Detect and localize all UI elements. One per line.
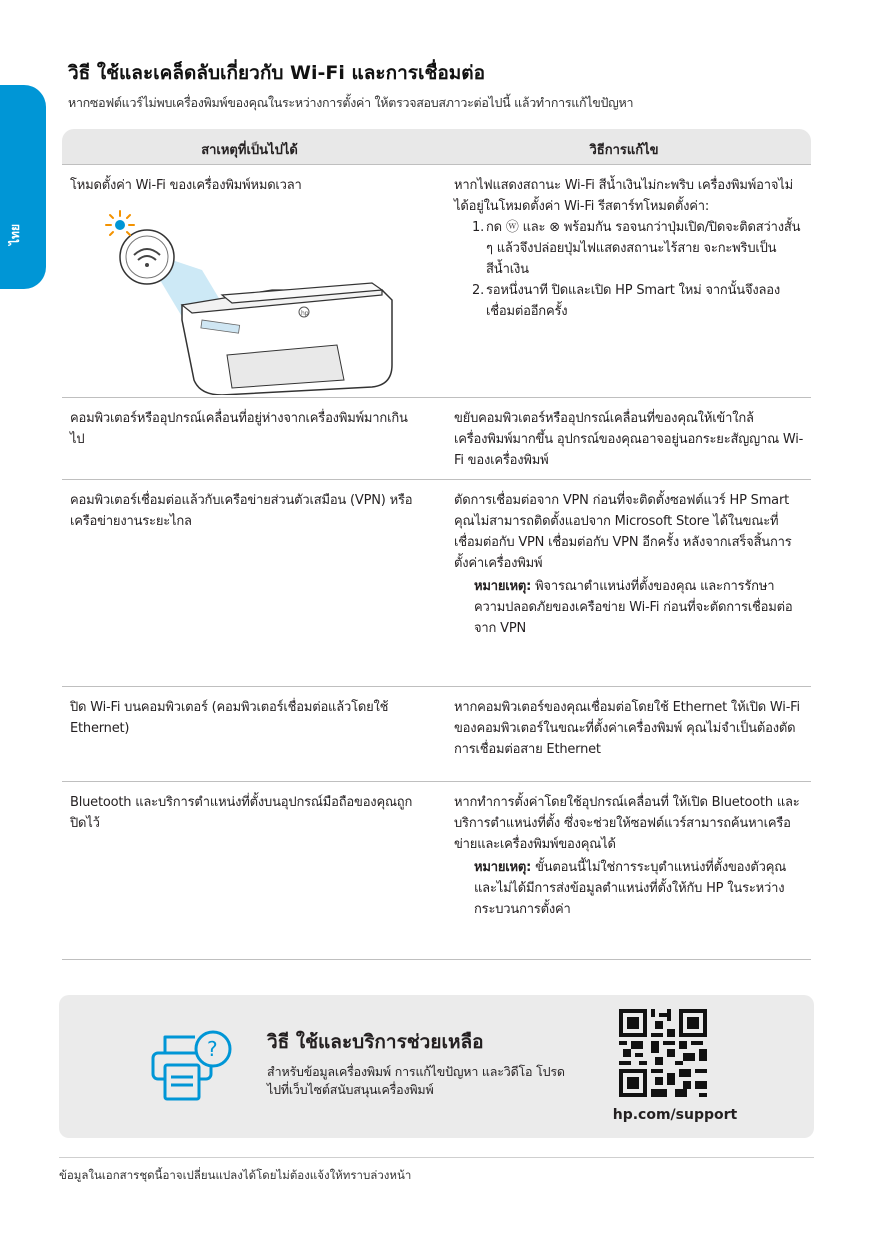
note-label: หมายเหตุ: (474, 860, 532, 875)
note-label: หมายเหตุ: (474, 579, 532, 594)
troubleshooting-table (62, 129, 811, 917)
solution-cell (454, 175, 804, 322)
page-subtitle: หากซอฟต์แวร์ไม่พบเครื่องพิมพ์ของคุณในระหว่างการตั้งค่า ให้ตรวจสอบสภาวะต่อไปนี้ แล้วทำการแก้ไขปัญหา (68, 95, 634, 110)
printer-logo: hp (301, 310, 309, 317)
table-row (62, 781, 811, 959)
table-header (62, 129, 811, 164)
solution-note (474, 857, 804, 920)
svg-text:?: ? (207, 1037, 218, 1061)
step-text: กด ⓦ และ ⊗ พร้อมกัน รอจนกว่าปุ่มเปิด/ปิดจะติดสว่างสั้น ๆ แล้วจึงปล่อยปุ่มไฟแสดงสถานะไร้สาย จะกะพริบเป็นสีน้ำเงิน (486, 220, 801, 277)
table-row (62, 164, 811, 397)
table-bottom-rule (62, 959, 811, 960)
cause-cell: ปิด Wi-Fi บนคอมพิวเตอร์ (คอมพิวเตอร์เชื่อมต่อแล้วโดยใช้ Ethernet) (70, 700, 389, 736)
table-row (62, 479, 811, 686)
qr-code[interactable] (619, 1009, 707, 1101)
solution-text: หากทำการตั้งค่าโดยใช้อุปกรณ์เคลื่อนที่ ให้เปิด Bluetooth และบริการตำแหน่งที่ตั้ง ซึ่งจะช่วยให้ซอฟต์แวร์สามารถค้นหาเครือข่ายและเครื่องพิมพ์ของคุณได้ (454, 795, 800, 852)
page-title: วิธี ใช้และเคล็ดลับเกี่ยวกับ Wi-Fi และการเชื่อมต่อ (68, 62, 486, 84)
printer-illustration (82, 195, 422, 399)
language-tab (0, 85, 46, 289)
solution-text: ตัดการเชื่อมต่อจาก VPN ก่อนที่จะติดตั้งซอฟต์แวร์ HP Smart คุณไม่สามารถติดตั้งแอปจาก Microsoft Store ได้ในขณะที่เชื่อมต่อกับ VPN เชื่อมต่อกับ VPN อีกครั้ง หลังจากเสร็จสิ้นการตั้งค่าเครื่องพิมพ์ (454, 493, 792, 571)
table-row (62, 686, 811, 781)
cause-cell: Bluetooth และบริการตำแหน่งที่ตั้งบนอุปกรณ์มือถือของคุณถูกปิดไว้ (70, 795, 413, 831)
step-number: 2. (472, 283, 485, 298)
support-panel (59, 995, 814, 1138)
support-title: วิธี ใช้และบริการช่วยเหลือ (267, 1031, 484, 1053)
support-text: สำหรับข้อมูลเครื่องพิมพ์ การแก้ไขปัญหา และวิดีโอ โปรดไปที่เว็บไซต์สนับสนุนเครื่องพิมพ์ (267, 1064, 565, 1097)
step-text: รอหนึ่งนาที ปิดและเปิด HP Smart ใหม่ จากนั้นจึงลองเชื่อมต่ออีกครั้ง (486, 283, 781, 319)
footer-text: ข้อมูลในเอกสารชุดนี้อาจเปลี่ยนแปลงได้โดยไม่ต้องแจ้งให้ทราบล่วงหน้า (59, 1168, 412, 1182)
solution-cell (454, 490, 804, 639)
solution-cell: ขยับคอมพิวเตอร์หรืออุปกรณ์เคลื่อนที่ของคุณให้เข้าใกล้เครื่องพิมพ์มากขึ้น อุปกรณ์ของคุณอาจอยู่นอกระยะสัญญาณ Wi-Fi ของเครื่องพิมพ์ (454, 411, 804, 468)
solution-cell: หากคอมพิวเตอร์ของคุณเชื่อมต่อโดยใช้ Ethernet ให้เปิด Wi-Fi ของคอมพิวเตอร์ในขณะที่ตั้งค่าเครื่องพิมพ์ คุณไม่จำเป็นต้องตัดการเชื่อมต่อสาย Ethernet (454, 700, 800, 757)
printer-wifi-icon (82, 195, 422, 395)
column-header-solution: วิธีการแก้ไข (589, 143, 659, 158)
note-text: ขั้นตอนนี้ไม่ใช่การระบุตำแหน่งที่ตั้งของตัวคุณ และไม่ได้มีการส่งข้อมูลตำแหน่งที่ตั้งให้กับ HP ในระหว่างกระบวนการตั้งค่า (474, 860, 787, 917)
solution-text: หากไฟแสดงสถานะ Wi-Fi สีน้ำเงินไม่กะพริบ เครื่องพิมพ์อาจไม่ได้อยู่ในโหมดตั้งค่า Wi-Fi รีสตาร์ทโหมดตั้งค่า: (454, 178, 793, 214)
note-text: พิจารณาตำแหน่งที่ตั้งของคุณ และการรักษาความปลอดภัยของเครือข่าย Wi-Fi ก่อนที่จะตัดการเชื่อมต่อจาก VPN (474, 579, 793, 636)
cause-cell: โหมดตั้งค่า Wi-Fi ของเครื่องพิมพ์หมดเวลา (70, 178, 302, 193)
printer-help-icon (149, 1025, 241, 1109)
table-row (62, 397, 811, 479)
solution-cell (454, 792, 804, 920)
solution-step (472, 217, 804, 280)
column-header-cause: สาเหตุที่เป็นไปได้ (201, 143, 298, 158)
support-url[interactable]: hp.com/support (612, 1107, 738, 1123)
footer-rule (59, 1157, 814, 1158)
cause-cell: คอมพิวเตอร์เชื่อมต่อแล้วกับเครือข่ายส่วนตัวเสมือน (VPN) หรือเครือข่ายงานระยะไกล (70, 493, 413, 529)
step-number: 1. (472, 220, 485, 235)
cause-cell: คอมพิวเตอร์หรืออุปกรณ์เคลื่อนที่อยู่ห่างจากเครื่องพิมพ์มากเกินไป (70, 411, 408, 447)
solution-step (472, 280, 804, 322)
solution-note (474, 576, 804, 639)
language-tab-label: ไทย (8, 224, 22, 245)
